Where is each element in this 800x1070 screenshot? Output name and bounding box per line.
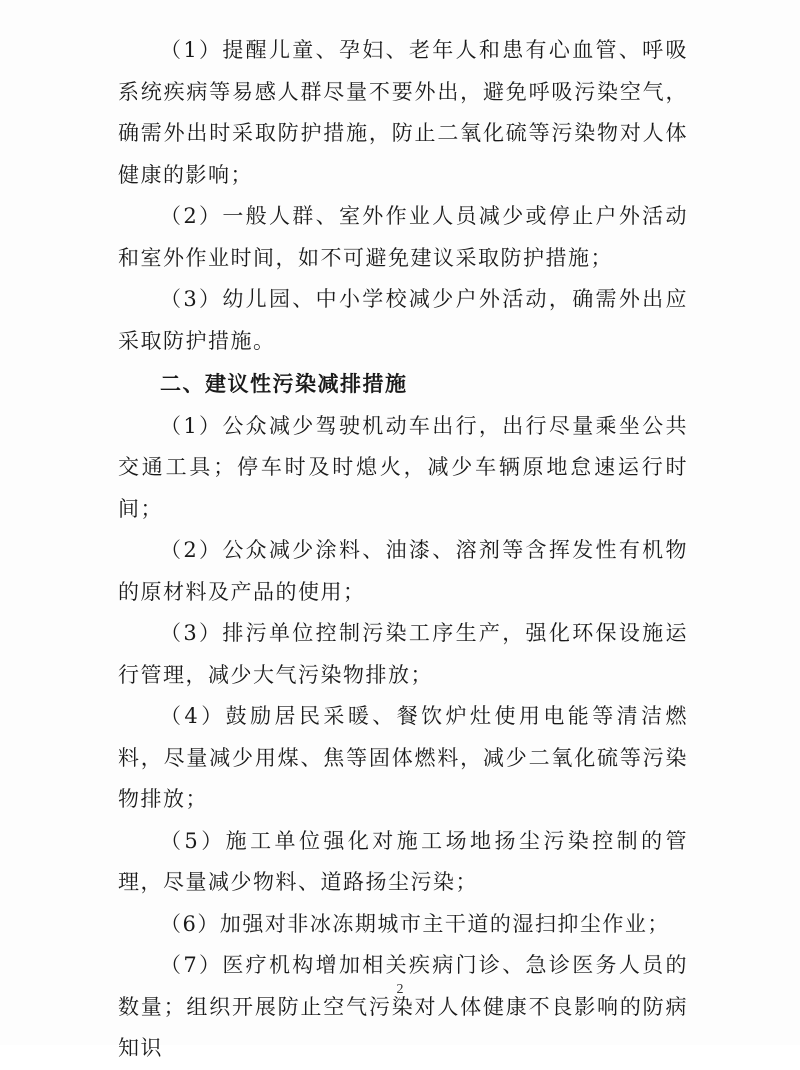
paragraph-2-6: （6）加强对非冰冻期城市主干道的湿扫抑尘作业； xyxy=(160,911,670,936)
paragraph-1-2: （2）一般人群、室外作业人员减少或停止户外活动和室外作业时间，如不可避免建议采取防护措施； xyxy=(118,204,688,270)
paragraph-2-1: （1）公众减少驾驶机动车出行，出行尽量乘坐公共交通工具；停车时及时熄火，减少车辆原地怠速运行时间； xyxy=(118,413,688,521)
paragraph-1-3: （3）幼儿园、中小学校减少户外活动，确需外出应采取防护措施。 xyxy=(118,287,688,353)
body-text xyxy=(118,30,688,1070)
paragraph-2-3: （3）排污单位控制污染工序生产，强化环保设施运行管理，减少大气污染物排放； xyxy=(118,621,688,687)
paragraph-2-7: （7）医疗机构增加相关疾病门诊、急诊医务人员的数量；组织开展防止空气污染对人体健康不良影响的防病知识 xyxy=(118,953,688,1060)
paragraph-1-1: （1）提醒儿童、孕妇、老年人和患有心血管、呼吸系统疾病等易感人群尽量不要外出，避免呼吸污染空气，确需外出时采取防护措施，防止二氧化硫等污染物对人体健康的影响； xyxy=(118,38,688,187)
page-number: 2 xyxy=(396,982,404,997)
paragraph-2-5: （5）施工单位强化对施工场地扬尘污染控制的管理，尽量减少物料、道路扬尘污染； xyxy=(118,828,688,894)
paragraph-2-2: （2）公众减少涂料、油漆、溶剂等含挥发性有机物的原材料及产品的使用； xyxy=(118,538,688,604)
paragraph-2-4: （4）鼓励居民采暖、餐饮炉灶使用电能等清洁燃料，尽量减少用煤、焦等固体燃料，减少二氧化硫等污染物排放； xyxy=(118,704,688,811)
section-heading-2: 二、建议性污染减排措施 xyxy=(160,372,408,396)
